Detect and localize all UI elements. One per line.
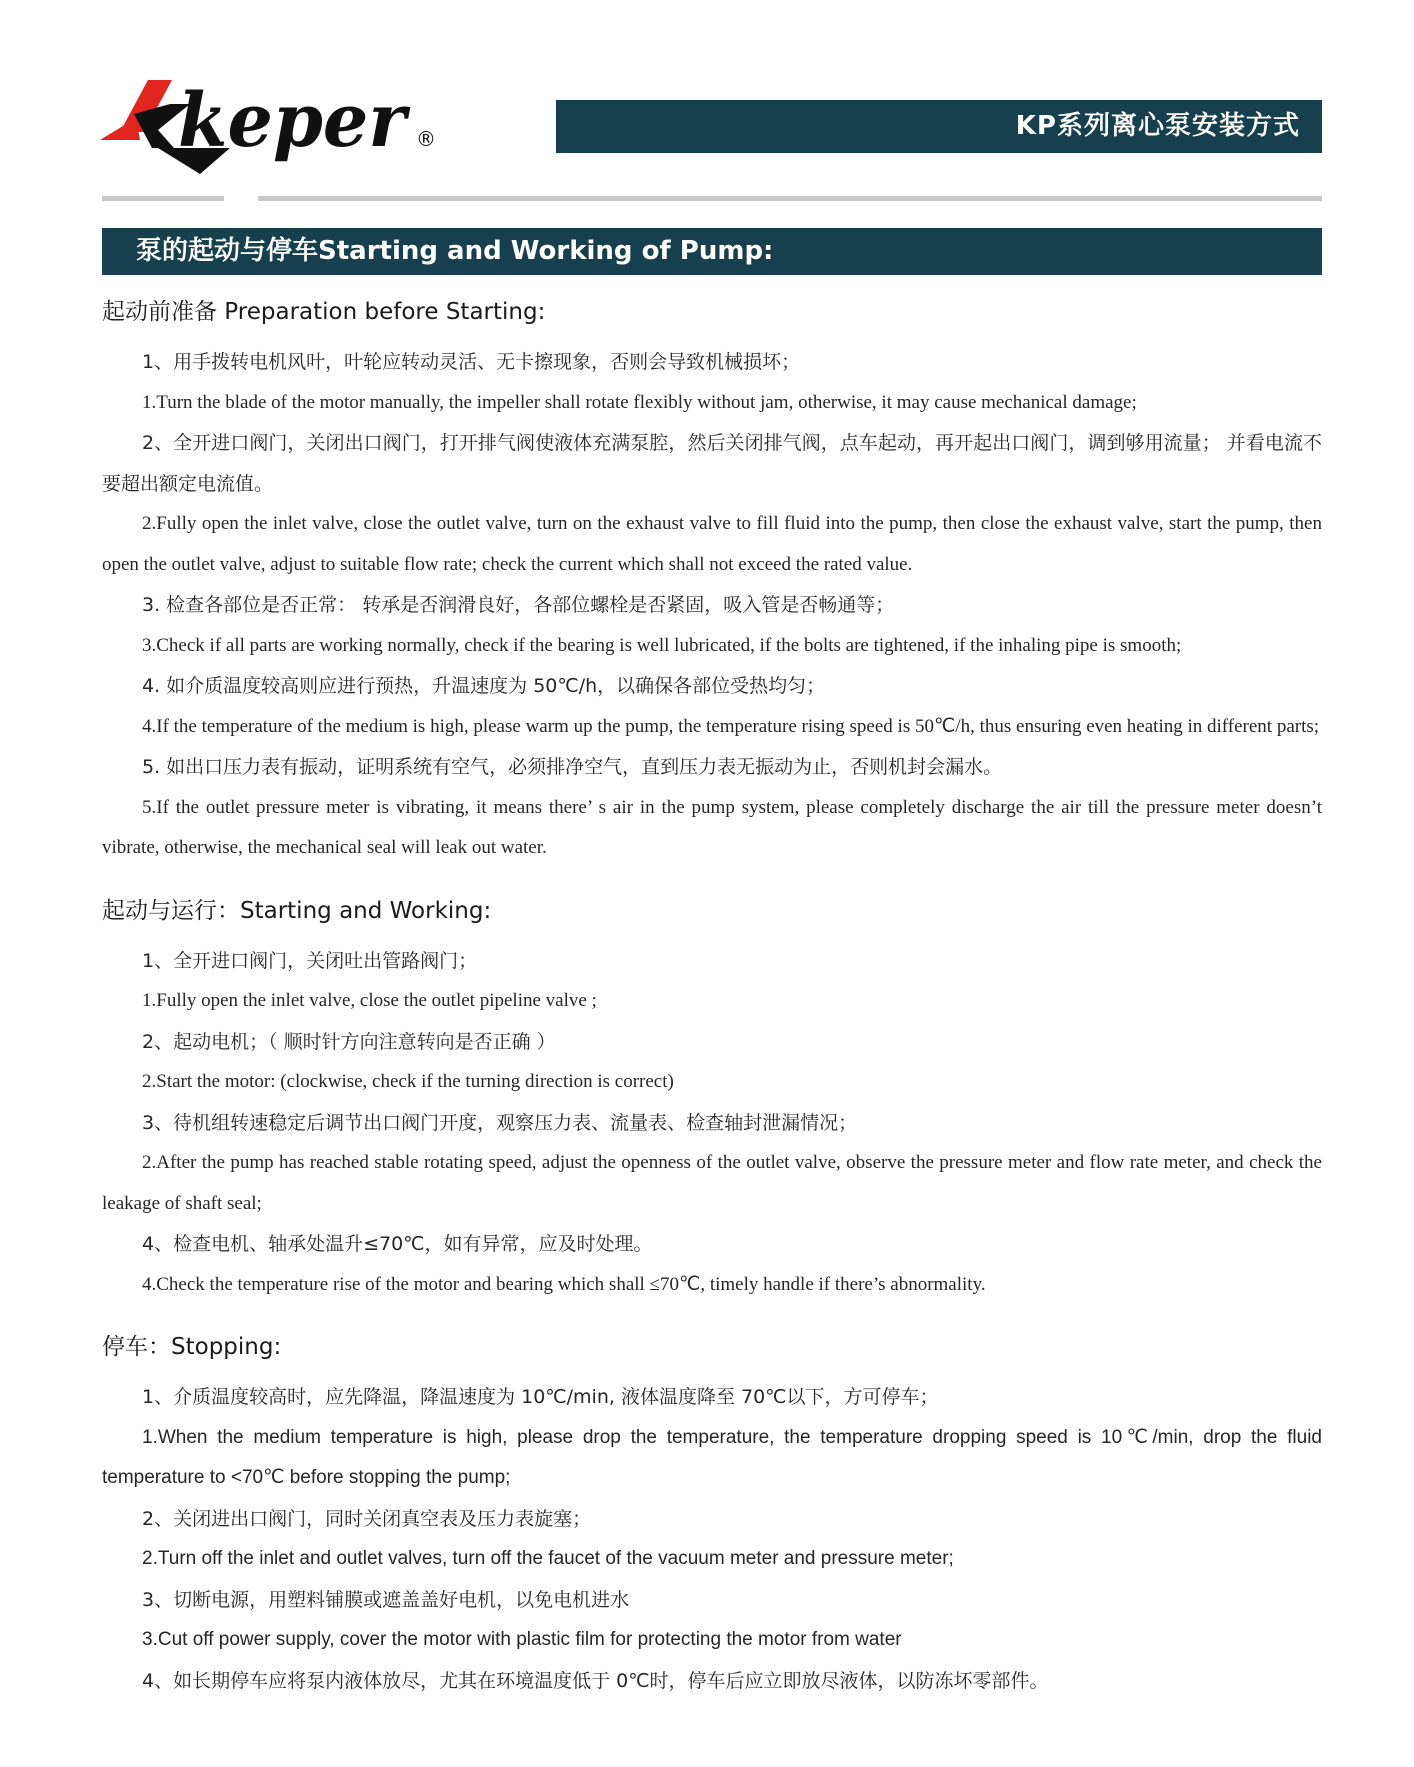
stopping-paragraph: 1、介质温度较高时，应先降温，降温速度为 10℃/min, 液体温度降至 70℃以下，方可停车； [142,1386,939,1408]
header-rule-left [102,196,224,201]
stopping-heading: 停车：Stopping: [102,1334,282,1360]
working-paragraph: 1、全开进口阀门，关闭吐出管路阀门； [142,949,478,972]
working-paragraph: 4、检查电机、轴承处温升≤70℃，如有异常，应及时处理。 [142,1233,653,1255]
stopping-paragraph: 4、如长期停车应将泵内液体放尽，尤其在环境温度低于 0℃时，停车后应立即放尽液体，以防冻坏零部件。 [142,1669,1049,1692]
working-heading: 起动与运行：Starting and Working: [102,897,492,924]
preparation-paragraph: 5. 如出口压力表有振动，证明系统有空气，必须排净空气，直到压力表无振动为止，否则机封会漏水。 [142,756,1003,778]
header-rule-right [258,196,1322,201]
preparation-heading: 起动前准备 Preparation before Starting: [102,299,546,325]
stopping-paragraph: 2、关闭进出口阀门，同时关闭真空表及压力表旋塞； [142,1507,592,1530]
preparation-paragraph: 2.Fully open the inlet valve, close the outlet valve, turn on the exhaust valve to fill fluid into the pump, then close the exhaust valve, start the pump, then open the outlet valve, adjust to suitable flow rate; check the current which shall not exceed the rated value. [102,513,1322,575]
preparation-paragraph: 4.If the temperature of the medium is high, please warm up the pump, the temperature rising speed is 50℃/h, thus ensuring even heating in different parts; [142,715,1320,737]
stopping-paragraph: 2.Turn off the inlet and outlet valves, turn off the faucet of the vacuum meter and pressure meter; [142,1548,954,1569]
working-paragraphs [102,941,1322,1306]
preparation-paragraph: 3. 检查各部位是否正常： 转承是否润滑良好，各部位螺栓是否紧固，吸入管是否畅通等； [142,594,895,616]
working-paragraph: 3、待机组转速稳定后调节出口阀门开度，观察压力表、流量表、检查轴封泄漏情况； [142,1111,858,1134]
stopping-paragraph: 3、切断电源，用塑料铺膜或遮盖盖好电机，以免电机进水 [142,1588,630,1611]
preparation-paragraph: 1、用手拨转电机风叶，叶轮应转动灵活、无卡擦现象，否则会导致机械损坏； [142,351,801,373]
working-paragraph: 4.Check the temperature rise of the motor and bearing which shall ≤70℃, timely handle if there’s abnormality. [142,1273,986,1295]
working-paragraph: 1.Fully open the inlet valve, close the outlet pipeline valve ; [142,990,597,1011]
preparation-paragraph: 1.Turn the blade of the motor manually, the impeller shall rotate flexibly without jam, otherwise, it may cause mechanical damage; [142,391,1137,413]
stopping-paragraphs [102,1377,1322,1701]
stopping-paragraph: 3.Cut off power supply, cover the motor with plastic film for protecting the motor from water [142,1629,902,1650]
header-banner-title: KP系列离心泵安装方式 [556,100,1322,153]
preparation-paragraph: 3.Check if all parts are working normally, check if the bearing is well lubricated, if the bolts are tightened, if the inhaling pipe is smooth; [142,634,1182,656]
preparation-paragraph: 2、全开进口阀门，关闭出口阀门，打开排气阀使液体充满泵腔，然后关闭排气阀，点车起动，再开起出口阀门，调到够用流量； 并看电流不要超出额定电流值。 [102,432,1322,495]
preparation-paragraphs [102,342,1322,869]
preparation-paragraph: 4. 如介质温度较高则应进行预热，升温速度为 50℃/h，以确保各部位受热均匀； [142,675,826,697]
keper-logo [100,74,450,176]
working-paragraph: 2.Start the motor: (clockwise, check if the turning direction is correct) [142,1071,674,1092]
working-paragraph: 2.After the pump has reached stable rotating speed, adjust the openness of the outlet valve, observe the pressure meter and flow rate meter, and check the leakage of shaft seal; [102,1152,1322,1214]
section-title: 泵的起动与停车Starting and Working of Pump: [102,228,1322,275]
stopping-paragraph: 1.When the medium temperature is high, please drop the temperature, the temperature dropping speed is 10℃/min, drop the fluid temperature to <70℃ before stopping the pump; [102,1426,1322,1488]
working-paragraph: 2、起动电机；（ 顺时针方向注意转向是否正确 ） [142,1030,556,1053]
preparation-paragraph: 5.If the outlet pressure meter is vibrating, it means there’ s air in the pump system, please completely discharge the air till the pressure meter doesn’t vibrate, otherwise, the mechanical seal will leak out water. [102,796,1322,858]
svg-text:®: ® [416,127,436,151]
svg-text:keper: keper [178,78,411,164]
content [102,292,1322,1701]
